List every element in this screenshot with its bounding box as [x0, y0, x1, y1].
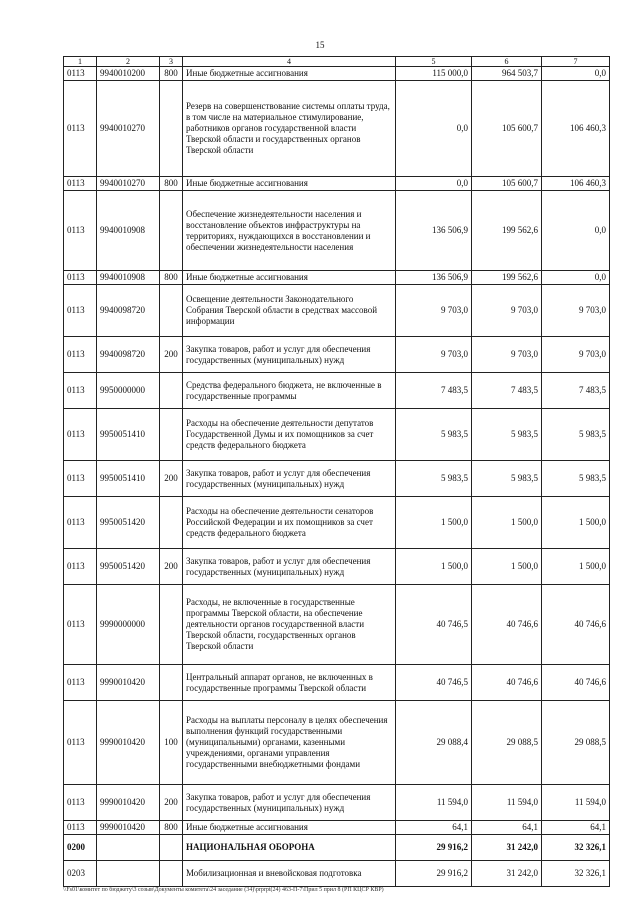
name-cell: Иные бюджетные ассигнования [183, 271, 396, 285]
value-2022-cell: 11 594,0 [472, 785, 542, 821]
csr-cell: 9990010420 [97, 701, 160, 785]
value-2021-cell: 1 500,0 [396, 497, 472, 549]
value-2022-cell: 105 600,7 [472, 81, 542, 177]
csr-cell: 9990010420 [97, 665, 160, 701]
vr-cell [160, 835, 183, 861]
value-2022-cell: 964 503,7 [472, 67, 542, 81]
csr-cell: 9950000000 [97, 373, 160, 409]
code-cell: 0113 [64, 585, 97, 665]
table-row [64, 177, 610, 191]
code-cell: 0113 [64, 701, 97, 785]
csr-cell: 9950051410 [97, 409, 160, 461]
name-cell: Иные бюджетные ассигнования [183, 177, 396, 191]
code-cell: 0200 [64, 835, 97, 861]
value-2021-cell: 64,1 [396, 821, 472, 835]
name-cell: Закупка товаров, работ и услуг для обеспечения государственных (муниципальных) нужд [183, 785, 396, 821]
column-number: 2 [97, 57, 160, 67]
value-2021-cell: 29 088,4 [396, 701, 472, 785]
value-2022-cell: 1 500,0 [472, 497, 542, 549]
name-cell: Иные бюджетные ассигнования [183, 821, 396, 835]
value-2023-cell: 5 983,5 [542, 409, 610, 461]
table-row [64, 373, 610, 409]
csr-cell: 9940010908 [97, 191, 160, 271]
csr-cell: 9950051420 [97, 549, 160, 585]
vr-cell: 800 [160, 177, 183, 191]
column-number: 1 [64, 57, 97, 67]
vr-cell: 800 [160, 67, 183, 81]
value-2021-cell: 5 983,5 [396, 409, 472, 461]
column-number: 4 [183, 57, 396, 67]
code-cell: 0113 [64, 285, 97, 337]
table-row [64, 821, 610, 835]
name-cell: Закупка товаров, работ и услуг для обеспечения государственных (муниципальных) нужд [183, 337, 396, 373]
csr-cell: 9940010908 [97, 271, 160, 285]
value-2023-cell: 1 500,0 [542, 497, 610, 549]
code-cell: 0113 [64, 785, 97, 821]
vr-cell: 200 [160, 549, 183, 585]
vr-cell: 200 [160, 337, 183, 373]
name-cell: Закупка товаров, работ и услуг для обеспечения государственных (муниципальных) нужд [183, 549, 396, 585]
value-2022-cell: 40 746,6 [472, 665, 542, 701]
table-row [64, 549, 610, 585]
vr-cell [160, 191, 183, 271]
csr-cell: 9940010270 [97, 177, 160, 191]
value-2023-cell: 40 746,6 [542, 665, 610, 701]
value-2023-cell: 11 594,0 [542, 785, 610, 821]
value-2022-cell: 199 562,6 [472, 271, 542, 285]
vr-cell: 800 [160, 271, 183, 285]
value-2023-cell: 64,1 [542, 821, 610, 835]
name-cell: Расходы на выплаты персоналу в целях обеспечения выполнения функций государственными (муниципальными) органами, казенными учреждениями, органами управления государственными внебюджетными фондами [183, 701, 396, 785]
table-row [64, 67, 610, 81]
vr-cell [160, 665, 183, 701]
value-2022-cell: 105 600,7 [472, 177, 542, 191]
value-2022-cell: 5 983,5 [472, 409, 542, 461]
value-2023-cell: 32 326,1 [542, 835, 610, 861]
table-row [64, 191, 610, 271]
name-cell: Средства федерального бюджета, не включенные в государственные программы [183, 373, 396, 409]
name-cell: Расходы на обеспечение деятельности депутатов Государственной Думы и их помощников за счет средств федерального бюджета [183, 409, 396, 461]
value-2023-cell: 106 460,3 [542, 81, 610, 177]
value-2021-cell: 11 594,0 [396, 785, 472, 821]
code-cell: 0113 [64, 461, 97, 497]
vr-cell [160, 585, 183, 665]
csr-cell: 9990010420 [97, 785, 160, 821]
code-cell: 0113 [64, 67, 97, 81]
code-cell: 0113 [64, 821, 97, 835]
value-2021-cell: 40 746,5 [396, 585, 472, 665]
value-2022-cell: 31 242,0 [472, 835, 542, 861]
name-cell: Мобилизационная и вневойсковая подготовка [183, 861, 396, 887]
csr-cell: 9950051420 [97, 497, 160, 549]
code-cell: 0113 [64, 409, 97, 461]
value-2021-cell: 136 506,9 [396, 191, 472, 271]
value-2023-cell: 29 088,5 [542, 701, 610, 785]
value-2021-cell: 0,0 [396, 177, 472, 191]
vr-cell: 800 [160, 821, 183, 835]
value-2023-cell: 106 460,3 [542, 177, 610, 191]
csr-cell: 9940098720 [97, 337, 160, 373]
column-number: 5 [396, 57, 472, 67]
value-2021-cell: 9 703,0 [396, 337, 472, 373]
column-number-row [64, 57, 610, 67]
value-2023-cell: 0,0 [542, 271, 610, 285]
value-2022-cell: 40 746,6 [472, 585, 542, 665]
name-cell: НАЦИОНАЛЬНАЯ ОБОРОНА [183, 835, 396, 861]
value-2021-cell: 7 483,5 [396, 373, 472, 409]
file-path-footer: \\Fs01\комитет по бюджету\3 созыв\Документы комитета\24 заседание (34)\prprpt(24) 463-П-7\Прил 5 прил 8 (РП КЦСР КВР) [63, 887, 384, 893]
column-number: 3 [160, 57, 183, 67]
value-2022-cell: 199 562,6 [472, 191, 542, 271]
code-cell: 0113 [64, 373, 97, 409]
vr-cell [160, 373, 183, 409]
value-2023-cell: 7 483,5 [542, 373, 610, 409]
csr-cell: 9990000000 [97, 585, 160, 665]
value-2022-cell: 5 983,5 [472, 461, 542, 497]
value-2022-cell: 7 483,5 [472, 373, 542, 409]
vr-cell [160, 81, 183, 177]
value-2021-cell: 29 916,2 [396, 835, 472, 861]
table-row [64, 461, 610, 497]
table-row [64, 497, 610, 549]
column-number: 6 [472, 57, 542, 67]
table-row [64, 285, 610, 337]
column-number: 7 [542, 57, 610, 67]
vr-cell: 100 [160, 701, 183, 785]
name-cell: Расходы на обеспечение деятельности сенаторов Российской Федерации и их помощников за счет средств федерального бюджета [183, 497, 396, 549]
name-cell: Расходы, не включенные в государственные программы Тверской области, на обеспечение деятельности органов государственной власти Тверской области, государственных органов Тверской области [183, 585, 396, 665]
name-cell: Освещение деятельности Законодательного Собрания Тверской области в средствах массовой информации [183, 285, 396, 337]
name-cell: Иные бюджетные ассигнования [183, 67, 396, 81]
table-row [64, 835, 610, 861]
code-cell: 0203 [64, 861, 97, 887]
code-cell: 0113 [64, 271, 97, 285]
csr-cell: 9940010270 [97, 81, 160, 177]
value-2022-cell: 9 703,0 [472, 285, 542, 337]
value-2021-cell: 0,0 [396, 81, 472, 177]
csr-cell: 9940010200 [97, 67, 160, 81]
value-2023-cell: 9 703,0 [542, 285, 610, 337]
code-cell: 0113 [64, 177, 97, 191]
value-2021-cell: 29 916,2 [396, 861, 472, 887]
value-2022-cell: 31 242,0 [472, 861, 542, 887]
value-2023-cell: 5 983,5 [542, 461, 610, 497]
vr-cell: 200 [160, 461, 183, 497]
csr-cell: 9940098720 [97, 285, 160, 337]
code-cell: 0113 [64, 337, 97, 373]
code-cell: 0113 [64, 81, 97, 177]
code-cell: 0113 [64, 191, 97, 271]
value-2021-cell: 136 506,9 [396, 271, 472, 285]
budget-table [63, 56, 610, 887]
csr-cell [97, 861, 160, 887]
csr-cell: 9950051410 [97, 461, 160, 497]
csr-cell [97, 835, 160, 861]
code-cell: 0113 [64, 665, 97, 701]
table-row [64, 409, 610, 461]
table-row [64, 337, 610, 373]
name-cell: Центральный аппарат органов, не включенных в государственные программы Тверской области [183, 665, 396, 701]
table-row [64, 861, 610, 887]
value-2023-cell: 32 326,1 [542, 861, 610, 887]
table-row [64, 701, 610, 785]
name-cell: Закупка товаров, работ и услуг для обеспечения государственных (муниципальных) нужд [183, 461, 396, 497]
vr-cell [160, 409, 183, 461]
value-2023-cell: 0,0 [542, 67, 610, 81]
value-2021-cell: 115 000,0 [396, 67, 472, 81]
table-row [64, 585, 610, 665]
page-number: 15 [315, 40, 325, 50]
name-cell: Обеспечение жизнедеятельности населения и восстановление объектов инфраструктуры на территориях, нуждающихся в восстановлении и обеспечении жизнедеятельности населения [183, 191, 396, 271]
vr-cell [160, 497, 183, 549]
value-2022-cell: 64,1 [472, 821, 542, 835]
value-2022-cell: 9 703,0 [472, 337, 542, 373]
value-2022-cell: 1 500,0 [472, 549, 542, 585]
table-row [64, 81, 610, 177]
value-2022-cell: 29 088,5 [472, 701, 542, 785]
value-2023-cell: 1 500,0 [542, 549, 610, 585]
value-2021-cell: 9 703,0 [396, 285, 472, 337]
vr-cell [160, 861, 183, 887]
value-2023-cell: 0,0 [542, 191, 610, 271]
name-cell: Резерв на совершенствование системы оплаты труда, в том числе на материальное стимулирование, работников органов государственной власти Тверской области и государственных органов Тверской области [183, 81, 396, 177]
code-cell: 0113 [64, 549, 97, 585]
value-2021-cell: 40 746,5 [396, 665, 472, 701]
table-row [64, 271, 610, 285]
table-row [64, 785, 610, 821]
vr-cell [160, 285, 183, 337]
vr-cell: 200 [160, 785, 183, 821]
value-2023-cell: 9 703,0 [542, 337, 610, 373]
value-2021-cell: 5 983,5 [396, 461, 472, 497]
code-cell: 0113 [64, 497, 97, 549]
value-2021-cell: 1 500,0 [396, 549, 472, 585]
table-row [64, 665, 610, 701]
csr-cell: 9990010420 [97, 821, 160, 835]
value-2023-cell: 40 746,6 [542, 585, 610, 665]
